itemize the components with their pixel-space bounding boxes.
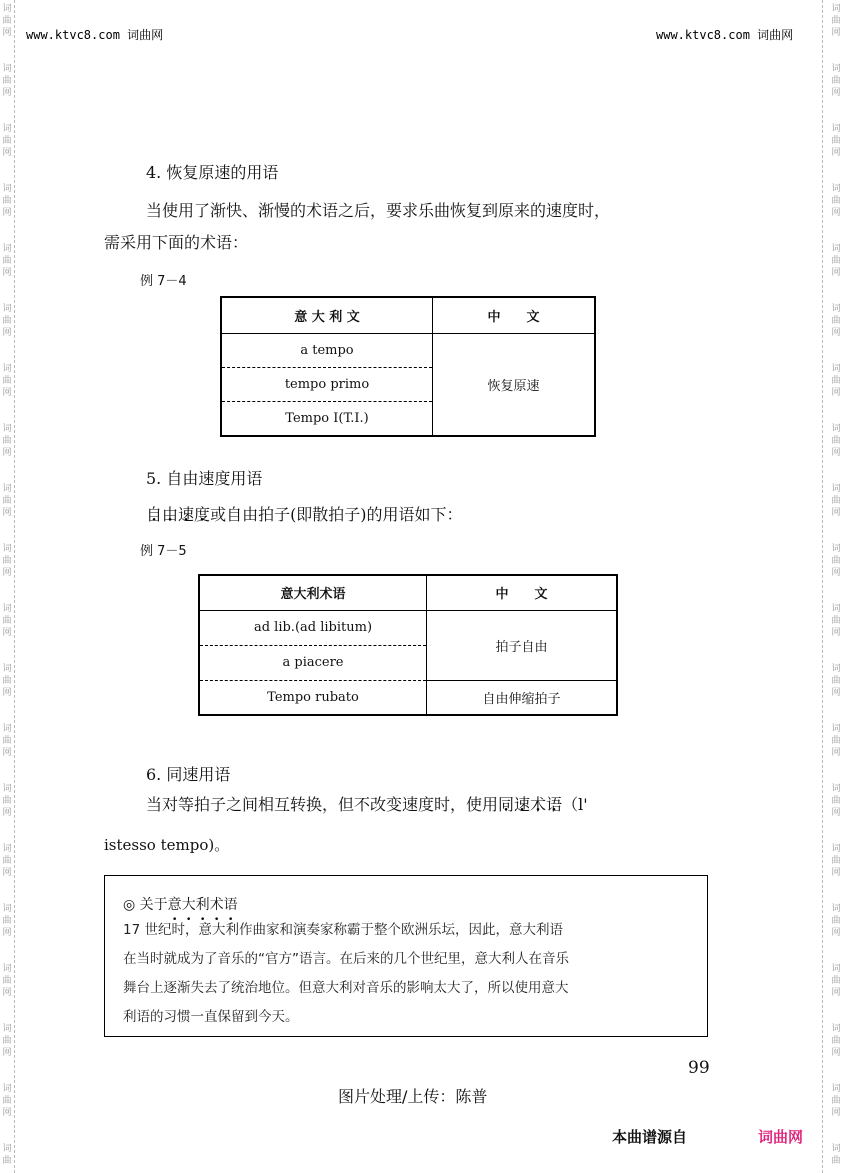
watermark-char: 曲 [831,856,841,866]
watermark-char: 曲 [831,976,841,986]
watermark-char: 网 [2,928,12,938]
section6-heading: 6. 同速用语 [146,765,231,784]
note-title-emphasis [168,897,238,913]
emphasis-char: 语 [223,897,238,913]
watermark-char: 曲 [831,256,841,266]
footer-source-text: 本曲谱源自 [612,1128,688,1146]
watermark-char: 网 [831,808,841,818]
watermark-char: 词 [831,544,841,554]
table-cell-term: ad lib.(ad libitum) [253,620,373,635]
watermark-char: 曲 [831,916,841,926]
watermark-char: 网 [2,748,12,758]
watermark-char: 词 [2,604,12,614]
emphasis-char: 术 [530,795,547,814]
watermark-char: 词 [831,1024,841,1034]
table-cell-term: a piacere [199,645,427,680]
watermark-char: 网 [2,268,12,278]
watermark-char: 网 [2,388,12,398]
table-cell-merged-meaning: 恢复原速 [433,333,596,436]
watermark-char: 曲 [2,16,12,26]
example-table-7-5 [198,574,618,716]
emphasis-char: 度 [194,505,211,524]
note-box [104,875,708,1037]
watermark-char: 曲 [2,496,12,506]
watermark-char: 词 [2,1084,12,1094]
section6-para-line1 [146,790,588,820]
watermark-char: 曲 [2,376,12,386]
watermark-char: 曲 [2,136,12,146]
watermark-char: 曲 [2,676,12,686]
section5-para [146,500,463,530]
watermark-char: 网 [831,688,841,698]
watermark-char: 曲 [831,136,841,146]
watermark-char: 词 [831,724,841,734]
watermark-char: 词 [831,364,841,374]
section4-para-line2: 需采用下面的术语： [104,233,249,252]
section4-heading: 4. 恢复原速的用语 [146,163,279,182]
section5-para-emphasis [146,505,210,524]
watermark-char: 曲 [2,1096,12,1106]
note-line: 在当时就成为了音乐的“官方”语言。在后来的几个世纪里，意大利人在音乐 [123,951,569,967]
watermark-char: 网 [2,628,12,638]
watermark-char: 词 [831,484,841,494]
table-cell-meaning: 自由伸缩拍子 [427,680,618,715]
watermark-char: 词 [2,1144,12,1154]
watermark-char: 曲 [831,1156,841,1166]
watermark-char: 网 [831,448,841,458]
table-header-chinese: 中 文 [427,575,618,610]
header-site-left[interactable]: www.ktvc8.com 词曲网 [26,28,164,42]
note-line: 舞台上逐渐失去了统治地位。但意大利对音乐的影响太大了，所以使用意大 [123,980,569,996]
note-line: 利语的习惯一直保留到今天。 [123,1009,299,1025]
watermark-char: 词 [2,724,12,734]
watermark-char: 网 [2,208,12,218]
emphasis-char: 由 [162,505,179,524]
watermark-char: 曲 [2,916,12,926]
watermark-char: 曲 [831,436,841,446]
watermark-char: 网 [2,508,12,518]
section4-para-line1: 当使用了渐快、渐慢的术语之后，要求乐曲恢复到原来的速度时， [146,201,611,220]
emphasis-char: 术 [209,897,224,913]
watermark-char: 曲 [831,196,841,206]
header-site-right[interactable]: www.ktvc8.com 词曲网 [656,28,794,42]
watermark-char: 曲 [2,736,12,746]
watermark-char: 网 [831,928,841,938]
watermark-char: 网 [2,328,12,338]
watermark-char: 词 [2,184,12,194]
emphasis-char: 速 [178,505,195,524]
watermark-char: 曲 [2,556,12,566]
watermark-char: 网 [2,448,12,458]
watermark-char: 网 [831,328,841,338]
watermark-char: 词 [831,64,841,74]
watermark-char: 词 [2,244,12,254]
watermark-char: 词 [2,784,12,794]
watermark-char: 曲 [831,1096,841,1106]
watermark-char: 网 [831,28,841,38]
emphasis-char: 自 [146,505,163,524]
watermark-char: 曲 [2,856,12,866]
watermark-char: 曲 [2,796,12,806]
watermark-char: 网 [2,688,12,698]
watermark-char: 词 [831,904,841,914]
watermark-char: 网 [831,1048,841,1058]
watermark-char: 词 [831,664,841,674]
watermark-char: 网 [831,1108,841,1118]
watermark-char: 词 [2,4,12,14]
watermark-char: 曲 [831,316,841,326]
watermark-char: 曲 [831,76,841,86]
watermark-char: 网 [831,748,841,758]
watermark-char: 词 [2,664,12,674]
watermark-char: 曲 [831,496,841,506]
table-cell-term: a tempo [300,342,354,358]
watermark-char: 网 [2,988,12,998]
watermark-char: 网 [831,208,841,218]
watermark-char: 网 [2,808,12,818]
watermark-char: 网 [2,28,12,38]
watermark-char: 词 [831,4,841,14]
left-watermark-strip [0,0,15,1173]
table-cell-term: Tempo I(T.I.) [221,402,433,436]
watermark-char: 词 [2,964,12,974]
watermark-char: 网 [2,568,12,578]
watermark-char: 曲 [831,796,841,806]
emphasis-char: 大 [181,897,196,913]
watermark-char: 曲 [831,736,841,746]
watermark-char: 曲 [2,616,12,626]
table-header-italian: 意 大 利 文 [221,297,433,333]
table-cell-merged-meaning: 拍子自由 [427,610,618,680]
note-title-prefix: ◎ 关于 [123,897,168,913]
watermark-char: 词 [2,484,12,494]
watermark-char: 词 [831,1144,841,1154]
watermark-char: 词 [2,844,12,854]
watermark-char: 词 [831,964,841,974]
watermark-char: 网 [831,88,841,98]
watermark-char: 曲 [831,376,841,386]
watermark-char: 曲 [2,1156,12,1166]
watermark-char: 网 [2,1048,12,1058]
note-title [123,894,238,914]
table-cell-term: tempo primo [221,367,433,401]
section5-para-rest: 或自由拍子(即散拍子)的用语如下： [210,505,463,524]
table-cell-term: Tempo rubato [199,680,427,715]
section6-para-a: 当对等拍子之间相互转换，但不改变速度时，使用 [146,795,499,814]
example-table-7-4 [220,296,596,437]
watermark-char: 词 [831,1084,841,1094]
watermark-char: 词 [2,364,12,374]
watermark-char: 曲 [2,1036,12,1046]
watermark-char: 词 [831,784,841,794]
right-watermark-strip [822,0,844,1173]
watermark-char: 曲 [831,616,841,626]
watermark-char: 曲 [2,256,12,266]
watermark-char: 词 [831,304,841,314]
watermark-char: 曲 [2,436,12,446]
credit-text: 图片处理/上传：陈普 [338,1087,488,1106]
watermark-char: 词 [2,424,12,434]
emphasis-char: 利 [195,897,210,913]
page-number: 99 [688,1058,710,1078]
watermark-char: 曲 [2,316,12,326]
watermark-char: 网 [831,628,841,638]
section5-heading: 5. 自由速度用语 [146,469,263,488]
watermark-char: 网 [831,988,841,998]
watermark-char: 词 [2,904,12,914]
watermark-char: 曲 [831,1036,841,1046]
watermark-char: 网 [831,568,841,578]
watermark-char: 曲 [2,976,12,986]
section6-para-b: （l' [562,795,588,814]
section6-para-emphasis [498,795,562,814]
watermark-char: 曲 [2,76,12,86]
watermark-char: 词 [2,1024,12,1034]
watermark-char: 网 [831,508,841,518]
watermark-char: 词 [2,124,12,134]
footer-brand-link[interactable]: 词曲网 [758,1128,804,1146]
watermark-char: 词 [831,844,841,854]
watermark-char: 词 [831,424,841,434]
emphasis-char: 速 [514,795,531,814]
watermark-char: 网 [2,148,12,158]
watermark-char: 词 [831,604,841,614]
watermark-char: 词 [831,124,841,134]
section6-para-line2: istesso tempo)。 [104,836,230,854]
table-header-italian: 意大利术语 [199,575,427,610]
watermark-char: 曲 [2,196,12,206]
watermark-char: 词 [831,244,841,254]
watermark-char: 网 [2,1108,12,1118]
example-label-7-4: 例 7－4 [140,274,187,289]
watermark-char: 曲 [831,676,841,686]
table-header-chinese: 中 文 [433,297,596,333]
watermark-char: 网 [831,388,841,398]
watermark-char: 曲 [831,16,841,26]
watermark-char: 词 [2,544,12,554]
watermark-char: 网 [831,148,841,158]
watermark-char: 网 [831,868,841,878]
example-label-7-5: 例 7－5 [140,544,187,559]
emphasis-char: 语 [546,795,563,814]
emphasis-char: 意 [167,897,182,913]
watermark-char: 词 [831,184,841,194]
watermark-char: 网 [2,88,12,98]
note-body [123,916,703,1032]
emphasis-char: 同 [498,795,515,814]
watermark-char: 词 [2,304,12,314]
watermark-char: 网 [2,868,12,878]
note-line: 17 世纪时，意大利作曲家和演奏家称霸于整个欧洲乐坛，因此，意大利语 [123,922,563,938]
watermark-char: 词 [2,64,12,74]
watermark-char: 网 [831,268,841,278]
watermark-char: 曲 [831,556,841,566]
